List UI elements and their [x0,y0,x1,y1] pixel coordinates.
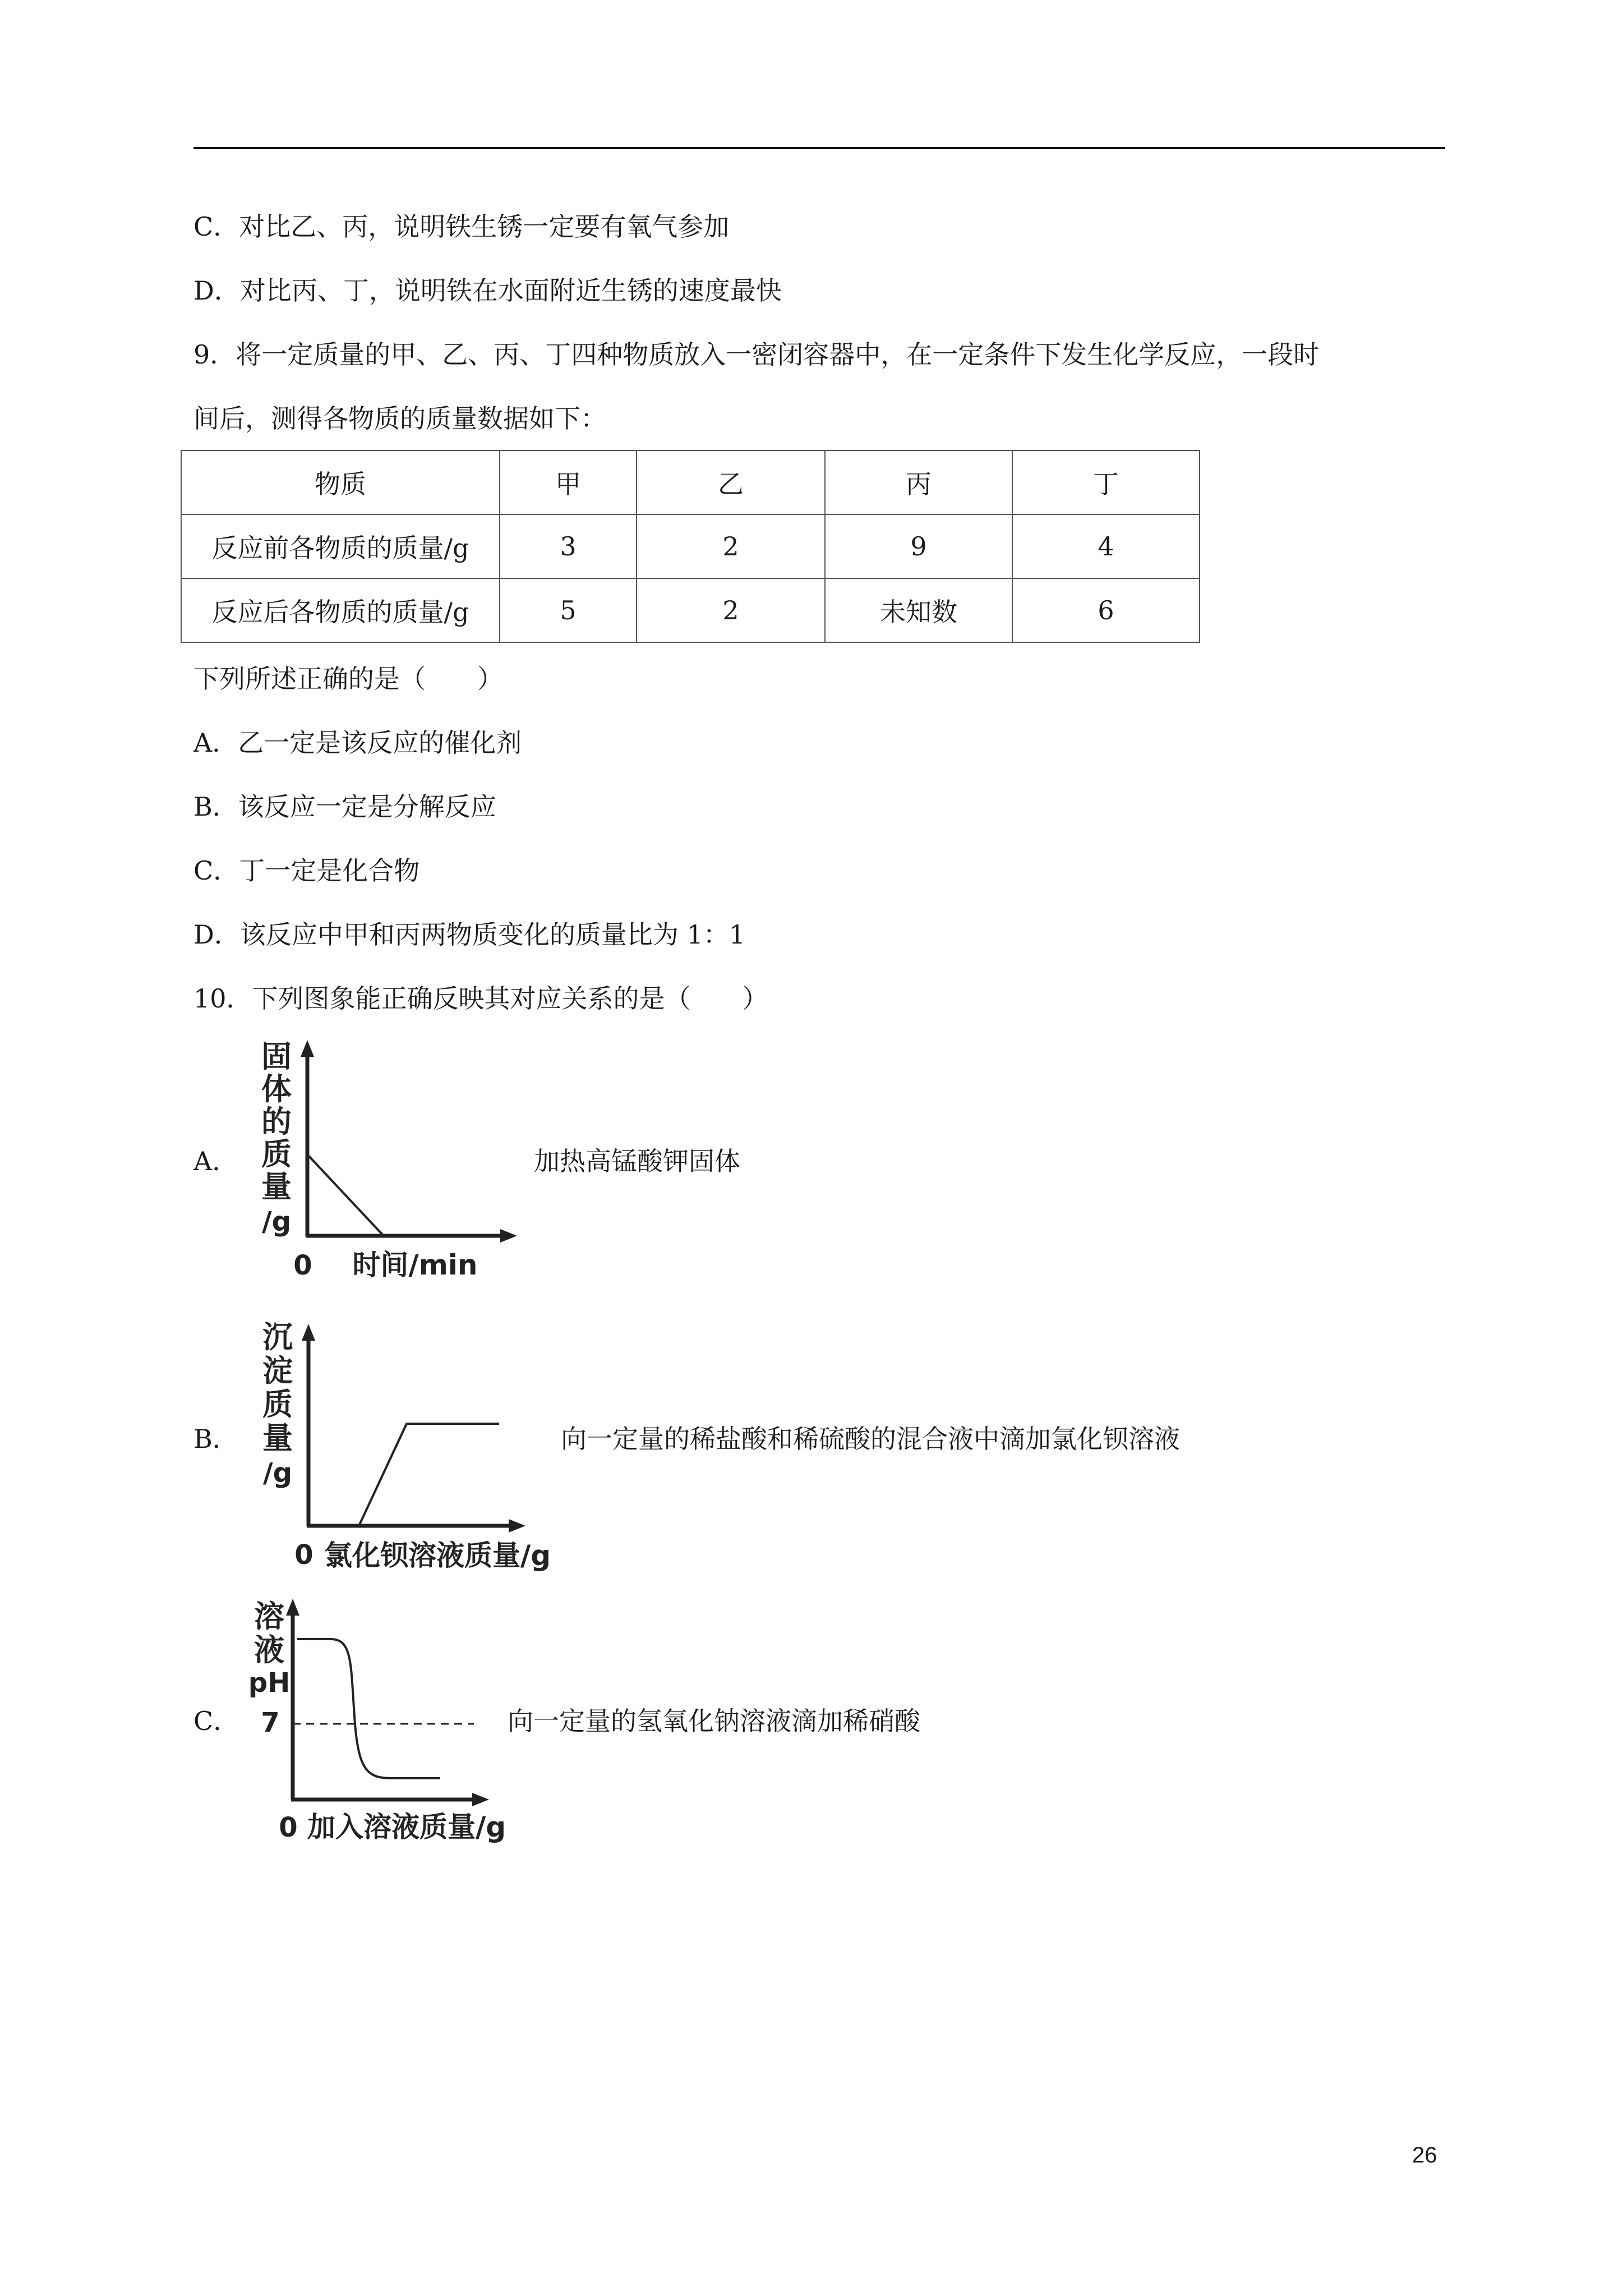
q8-option-c: C．对比乙、丙，说明铁生锈一定要有氧气参加 [193,211,730,242]
graph-c-origin: 0 [279,1812,298,1843]
graph-a-origin: 0 [293,1250,312,1281]
page-number: 26 [1412,2143,1437,2168]
graph-c-ylabel-char: 液 [254,1632,284,1668]
graph-b-x-arrow [509,1519,525,1533]
graph-c-y-arrow [286,1599,299,1616]
table-header-cell: 物质 [181,450,500,514]
table-cell: 2 [637,514,825,578]
header-rule [193,147,1445,149]
table-cell: 2 [637,578,825,642]
q9-prompt: 下列所述正确的是（ ） [193,664,503,694]
q10-graph-a [247,1037,538,1289]
graph-b-ylabel-char: 淀 [262,1353,293,1388]
graph-b-xlabel: 氯化钡溶液质量/g [324,1539,551,1572]
table-row [181,514,1200,578]
q10-option-c-description: 向一定量的氢氧化钠溶液滴加稀硝酸 [508,1706,920,1736]
graph-b-ylabel-char: 量 [262,1420,293,1456]
graph-c-ylabel-char: 溶 [254,1599,284,1634]
graph-a-ylabel-char: /g [262,1206,291,1237]
graph-a-x-arrow [500,1229,517,1243]
graph-a-ylabel-char: 量 [261,1169,292,1204]
q9-stem-line2: 间后，测得各物质的质量数据如下： [193,403,606,434]
q9-option-b: B．该反应一定是分解反应 [193,792,496,822]
graph-b-ylabel-char: /g [263,1457,292,1489]
q10-option-c-label: C． [193,1706,239,1736]
table-cell: 3 [500,514,637,578]
table-cell: 4 [1012,514,1200,578]
graph-c-x-arrow [472,1793,489,1806]
table-row [181,578,1200,642]
q9-option-a: A．乙一定是该反应的催化剂 [193,728,522,758]
q8-option-d: D．对比丙、丁，说明铁在水面附近生锈的速度最快 [193,275,782,306]
graph-a-ylabel-char: 体 [261,1071,292,1107]
graph-c-ytick: 7 [261,1707,280,1738]
table-header-cell: 乙 [637,450,825,514]
q9-option-d: D．该反应中甲和丙两物质变化的质量比为 1：1 [193,919,746,950]
graph-c-curve [297,1639,440,1778]
graph-b-y-arrow [302,1324,315,1341]
table-header-row [181,450,1200,514]
graph-a-ylabel-char: 的 [261,1104,292,1139]
graph-b-origin: 0 [294,1539,313,1571]
table-cell: 6 [1012,578,1200,642]
q10-graph-b [250,1313,564,1576]
graph-b-ylabel-char: 质 [262,1387,293,1422]
graph-c-xlabel: 加入溶液质量/g [307,1811,506,1843]
q10-stem: 10．下列图象能正确反映其对应关系的是（ ） [193,983,768,1014]
table-cell: 反应前各物质的质量/g [181,514,500,578]
q10-option-a-label: A． [193,1146,238,1176]
table-header-cell: 丙 [825,450,1012,514]
table-cell: 未知数 [825,578,1012,642]
table-cell: 9 [825,514,1012,578]
graph-b-curve [359,1424,499,1526]
graph-b-ylabel-char: 沉 [262,1319,293,1355]
q9-option-c: C．丁一定是化合物 [193,855,420,886]
graph-c-ylabel-char: pH [248,1667,291,1699]
table-header-cell: 甲 [500,450,637,514]
graph-a-curve [307,1154,384,1236]
graph-a-y-arrow [301,1040,314,1057]
graph-a-ylabel-char: 固 [261,1039,292,1074]
q10-option-a-description: 加热高锰酸钾固体 [534,1146,740,1176]
q10-option-b-label: B． [193,1424,238,1454]
graph-a-xlabel: 时间/min [352,1249,478,1281]
graph-a-ylabel-char: 质 [261,1137,292,1172]
table-header-cell: 丁 [1012,450,1200,514]
q9-mass-table [181,450,1200,643]
table-cell: 反应后各物质的质量/g [181,578,500,642]
q9-stem-line1: 9．将一定质量的甲、乙、丙、丁四种物质放入一密闭容器中，在一定条件下发生化学反应，一段时 [193,339,1320,370]
q10-graph-c [247,1593,527,1851]
q10-option-b-description: 向一定量的稀盐酸和稀硫酸的混合液中滴加氯化钡溶液 [561,1424,1180,1454]
table-cell: 5 [500,578,637,642]
